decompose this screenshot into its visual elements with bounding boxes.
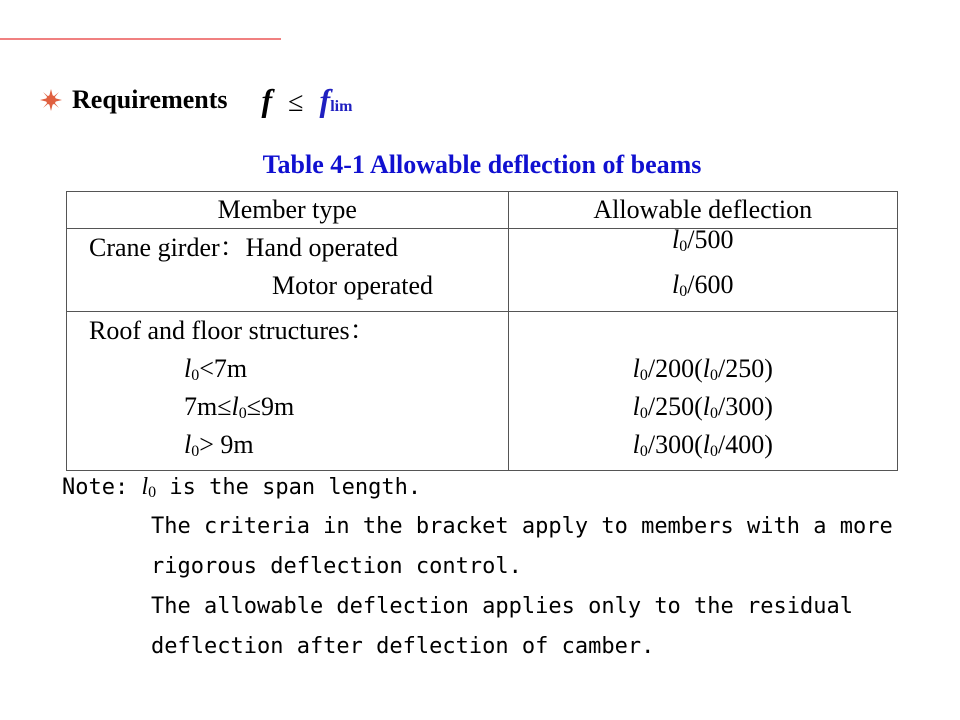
crane-hand-operated: Hand operated (245, 233, 398, 262)
roof-floor-values-cell (508, 312, 897, 471)
formula-lim-subscript: lim (330, 97, 353, 115)
notes-block (62, 470, 893, 670)
table-header-row (67, 192, 898, 229)
roof-value-over-9m: l0/300(l0/400) (632, 430, 773, 460)
roof-floor-cell (67, 312, 509, 471)
roof-value-7-to-9m: l0/250(l0/300) (632, 392, 773, 422)
header-allowable-deflection: Allowable deflection (508, 192, 897, 229)
note-span-length: is the span length. (156, 475, 422, 500)
crane-girder-cell (67, 229, 509, 312)
crane-hand-line (67, 229, 508, 267)
crane-girder-label: Crane girder： (89, 233, 246, 262)
table-row (67, 312, 898, 471)
deflection-table (66, 191, 898, 471)
roof-case-under-7m: l0<7m (184, 354, 248, 384)
crane-girder-values-cell (508, 225, 897, 312)
requirements-label: Requirements (72, 85, 228, 114)
table-row (67, 229, 898, 312)
header-member-type: Member type (67, 192, 509, 229)
formula-f-lim: f (319, 81, 331, 118)
crane-hand-value: l0/500 (672, 225, 734, 255)
formula-leq: ≤ (288, 86, 304, 118)
roof-case-7-to-9m: 7m≤l0≤9m (184, 392, 295, 422)
requirement-row (40, 80, 352, 120)
crane-motor-value: l0/600 (672, 270, 734, 300)
note-line-4: The allowable deflection applies only to the residual (151, 594, 853, 619)
note-line-2: The criteria in the bracket apply to members with a more (151, 514, 893, 539)
roof-case-over-9m: l0> 9m (184, 430, 254, 460)
note-line-5: deflection after deflection of camber. (151, 634, 655, 659)
starburst-bullet-icon (40, 89, 62, 111)
deflection-requirement-formula (262, 82, 353, 119)
table-title: Table 4-1 Allowable deflection of beams (262, 150, 702, 179)
roof-floor-label: Roof and floor structures： (89, 316, 376, 345)
formula-f: f (261, 81, 273, 118)
note-prefix: Note: (62, 475, 142, 500)
roof-value-under-7m: l0/200(l0/250) (632, 354, 773, 384)
top-accent-rule (0, 38, 281, 40)
crane-motor-operated: Motor operated (272, 271, 434, 300)
note-line-3: rigorous deflection control. (151, 554, 522, 579)
note-line-1: Note: l0 is the span length. (62, 474, 422, 501)
